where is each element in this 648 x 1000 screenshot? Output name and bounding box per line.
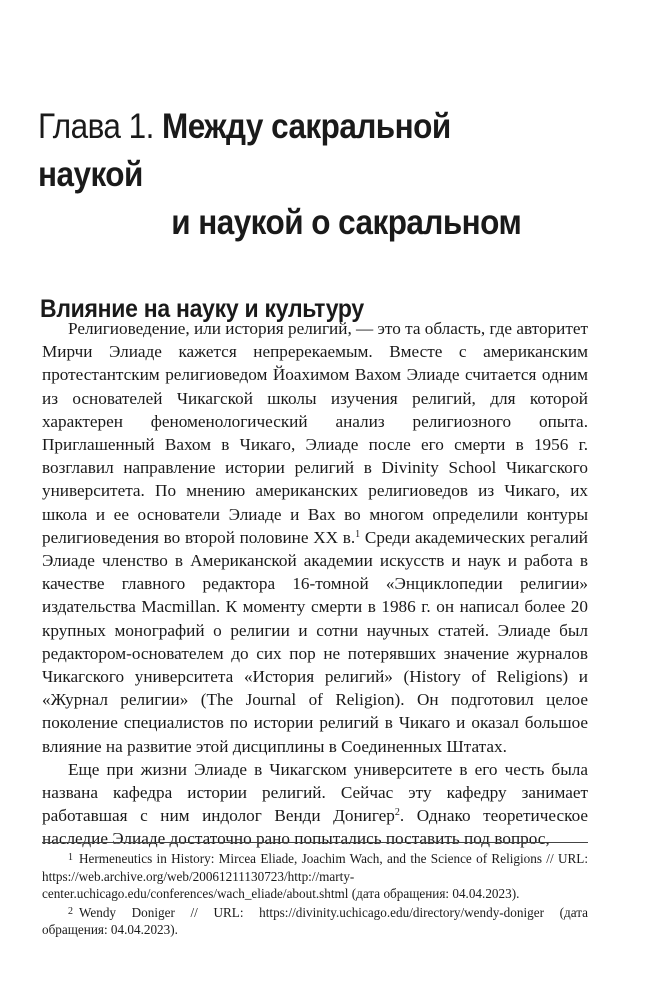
paragraph bbox=[42, 758, 588, 851]
footnote-text: Hermeneutics in History: Mircea Eliade, Joachim Wach, and the Science of Religions // URL: https://web.archive.org/web/20061211130723/http://marty-center.uchicago.edu/conferences/wach_eliade/about.shtml (дата обращения: 04.04.2023). bbox=[42, 851, 588, 901]
paragraph-text: . Однако теоретическое наследие Элиаде достаточно рано попытались поставить под вопрос, bbox=[42, 806, 588, 849]
footnote-text: Wendy Doniger // URL: https://divinity.uchicago.edu/directory/wendy-doniger (дата обращения: 04.04.2023). bbox=[42, 904, 588, 937]
paragraph bbox=[42, 317, 588, 758]
paragraph-text: Еще при жизни Элиаде в Чикагском университете в его честь была названа кафедра истории религий. Сейчас эту кафедру занимает работавшая с ним индолог Венди Донигер bbox=[42, 759, 588, 826]
section-heading: Влияние на науку и культуру bbox=[40, 294, 364, 323]
footnote-mark: 1 bbox=[68, 852, 73, 863]
paragraph-text: Среди академических регалий Элиаде членство в Американской академии искусств и наук и работа в качестве главного редактора 16-томной «Энциклопедии религии» издательства Macmillan. К моменту смерти в 1986 г. он написал более 20 крупных монографий о религии и сотни научных статей. Элиаде был редактором-основателем до сих пор не потерявших значение журналов Чикагского университета «История религий» (History of Religions) и «Журнал религии» (The Journal of Religion). Он подготовил целое поколение специалистов по истории религий в Чикаго и оказал большое влияние на развитие этой дисциплины в Соединенных Штатах. bbox=[42, 527, 588, 756]
footnote-ref-2[interactable]: 2 bbox=[394, 807, 400, 819]
footnote-1 bbox=[42, 849, 588, 903]
body-text bbox=[42, 317, 588, 851]
chapter-title-line-2: и наукой о сакральном bbox=[171, 203, 522, 243]
footnote-ref-1[interactable]: 1 bbox=[355, 528, 361, 540]
paragraph-text: Религиоведение, или история религий, — это та область, где авторитет Мирчи Элиаде кажется непререкаемым. Вместе с американским протестантским религиоведом Йоахимом Вахом Элиаде считается одним из основателей Чикагской школы изучения религий, для которой характерен феноменологический анализ религиозного опыта. Приглашенный Вахом в Чикаго, Элиаде после его смерти в 1956 г. возглавил направление истории религий в Divinity School Чикагского университета. По мнению американских религиоведов из Чикаго, их школа и ее основатели Элиаде и Вах во многом определили контуры религиоведения во второй половине XX в. bbox=[42, 319, 588, 547]
chapter-title-line-1: Между сакральной наукой bbox=[38, 107, 451, 195]
chapter-number: Глава 1. bbox=[38, 107, 154, 147]
footnote-mark: 2 bbox=[68, 905, 73, 917]
chapter-title bbox=[38, 103, 560, 247]
footnotes bbox=[42, 842, 588, 939]
footnote-2 bbox=[42, 903, 588, 939]
